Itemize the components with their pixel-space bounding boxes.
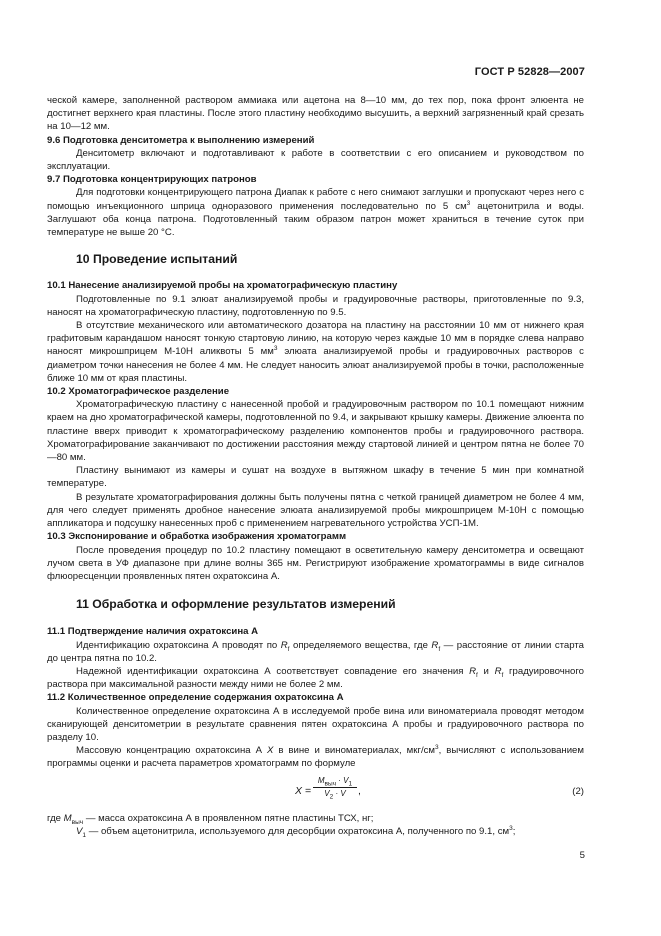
paragraph: Подготовленные по 9.1 элюат анализируемой пробы и градуировочные растворы, приготовленные по 9.3, наносят на хроматографическую пластину, подготовленную по 9.5. [47, 293, 584, 318]
paragraph: Хроматографическую пластину с нанесенной пробой и градуировочным раствором по 10.1 помещают нижним краем на дно хроматографической камеры, подготовленной по 9.4, и закрывают крышку камеры. Движение элюента по пластине вверх приводит к хроматографическому разделению компонентов пробы и градуировочного раствора. Хроматографирование заканчивают по достижении расстояния между стартовой линией и центром пятна не более 70—80 мм. [47, 399, 584, 464]
formula-fraction [313, 775, 357, 799]
subscript: f [501, 671, 504, 679]
subscript: f [438, 645, 441, 653]
formula-2 [47, 775, 584, 809]
symbol: R [431, 639, 439, 651]
subsection-heading-10-2: 10.2 Хроматографическое разделение [47, 386, 230, 398]
superscript: 3 [435, 743, 439, 751]
text-run: — объем ацетонитрила, используемого для десорбции охратоксина А, полученного по 9.1, см [86, 825, 510, 837]
page-number: 5 [579, 850, 585, 861]
document-body [47, 94, 584, 838]
formula-definitions [47, 812, 584, 838]
definition-item [47, 825, 584, 838]
text-run: ; [512, 825, 516, 837]
subsection-heading-9-6: 9.6 Подготовка денситометра к выполнению измерений [47, 134, 315, 146]
formula-number: (2) [572, 785, 584, 797]
paragraph: Пластину вынимают из камеры и сушат на воздухе в вытяжном шкафу в течение 5 мин при комнатной температуре. [47, 465, 584, 490]
text-run: — масса охратоксина А в проявленном пятне пластины ТСХ, нг; [83, 812, 374, 824]
symbol: X [266, 745, 274, 757]
paragraph: В результате хроматографирования должны быть получены пятна с четкой границей диаметром не более 4 мм, для чего следует применять дробное нанесение элюата анализируемой пробы микрошприцем М-10Н с помощью аппликатора и подсушку нанесенных проб с применением нагревательного устройства УСП-1М. [47, 491, 584, 530]
text-run: где [47, 812, 64, 824]
document-header-id: ГОСТ Р 52828—2007 [474, 66, 585, 78]
text-run: и [477, 665, 495, 677]
definition-item [47, 812, 584, 825]
subscript: 1 [348, 780, 353, 788]
subscript: выч [71, 818, 84, 826]
subscript: f [476, 671, 478, 679]
superscript: 3 [509, 824, 513, 832]
subscript: 2 [329, 793, 334, 801]
subsection-heading-11-2: 11.2 Количественное определение содержания охратоксина А [47, 692, 344, 704]
text-run: — расстояние от линии старта до центра пятна по 10.2. [47, 639, 584, 664]
text-run: Массовую концентрацию охратоксина А [76, 745, 267, 757]
formula-lhs: X = [295, 784, 312, 797]
text-run: элюата анализируемой пробы и градуировочных растворов с диаметром точки нанесения не более 4 мм. Не следует наносить элюат анализируемой пробы в точки, расположенные ближе 10 мм от края пластины. [47, 346, 584, 384]
section-heading-11: 11 Обработка и оформление результатов измерений [76, 597, 396, 612]
symbol: R [494, 665, 502, 677]
section-heading-10: 10 Проведение испытаний [76, 252, 238, 267]
symbol: V [340, 788, 346, 798]
text-run: в вине и виноматериалах, мкг/см [273, 745, 436, 757]
text-run: ацетонитрила и воды. Заглушают оба конца патрона. Подготовленный таким образом патрон может храниться в течение суток при температуре не выше 20 °С. [47, 200, 584, 239]
operator: · [333, 788, 341, 798]
paragraph [47, 744, 584, 770]
text-run: определяемого вещества, где [289, 639, 432, 651]
text-run: В отсутствие механического или автоматического дозатора на пластину на расстоянии 10 мм от нижнего края графитовым карандашом наносят тонкую стартовую линию, на которую через каждые 10 мм в порядке слева направо наносят микрошприцем М-10Н аликвоты 5 мм [47, 320, 584, 358]
paragraph: После проведения процедур по 10.2 пластину помещают в осветительную камеру денситометра и освещают лучом света в УФ диапазоне при длине волны 365 нм. Регистрируют изображение хроматограммы в виде сигналов флюоресценции проявленных пятен охратоксина А. [47, 544, 584, 582]
paragraph: Количественное определение охратоксина А в исследуемой пробе вина или виноматериала проводят методом сканирующей денситометрии в результате сравнения пятен охратоксина А пробы и градуировочного раствора по разделу 10. [47, 705, 584, 743]
operator: · [336, 775, 344, 785]
symbol: V [343, 775, 349, 785]
text-run: Идентификацию охратоксина А проводят по [76, 639, 281, 651]
symbol: V [324, 788, 330, 798]
text-run: , вычисляют с использованием программы оценки и расчета параметров хроматограмм по формуле [47, 745, 584, 770]
paragraph [47, 319, 584, 385]
paragraph [47, 639, 584, 665]
symbol: M [63, 812, 72, 824]
text-run: градуировочного раствора при максимальной разности между ними не более 2 мм. [47, 665, 584, 691]
text-run: Для подготовки концентрирующего патрона Диапак к работе с него снимают заглушки и пропускают через него с помощью инъекционного шприца одноразового применения последовательно по 5 см [47, 187, 584, 212]
paragraph [47, 186, 584, 239]
formula-numerator [313, 775, 357, 788]
symbol: M [317, 775, 325, 785]
subsection-heading-10-3: 10.3 Экспонирование и обработка изображения хроматограмм [47, 531, 347, 543]
subsection-heading-11-1: 11.1 Подтверждение наличия охратоксина А [47, 626, 259, 638]
subsection-heading-10-1: 10.1 Нанесение анализируемой пробы на хроматографическую пластину [47, 280, 398, 292]
text-run: Надежной идентификации охратоксина А соответствует совпадение его значения [76, 665, 470, 677]
subscript: выч [324, 780, 337, 788]
symbol: R [280, 639, 288, 651]
paragraph: ческой камере, заполненной раствором аммиака или ацетона на 8—10 мм, до тех пор, пока фронт элюента не достигнет верхнего края пластины. После этого пластину необходимо высушить, а верхний загрязненный край срезать на 10—12 мм. [47, 95, 584, 133]
formula-denominator [313, 788, 357, 799]
symbol: V [76, 825, 83, 837]
subscript: 1 [82, 831, 87, 839]
paragraph: Денситометр включают и подготавливают к работе в соответствии с его описанием и руководством по эксплуатации. [47, 147, 584, 173]
symbol: R [469, 665, 477, 677]
superscript: 3 [273, 345, 278, 353]
formula-comma: , [358, 784, 361, 797]
subsection-heading-9-7: 9.7 Подготовка концентрирующих патронов [47, 174, 257, 186]
subscript: f [287, 645, 290, 653]
paragraph [47, 665, 584, 691]
superscript: 3 [466, 199, 471, 207]
